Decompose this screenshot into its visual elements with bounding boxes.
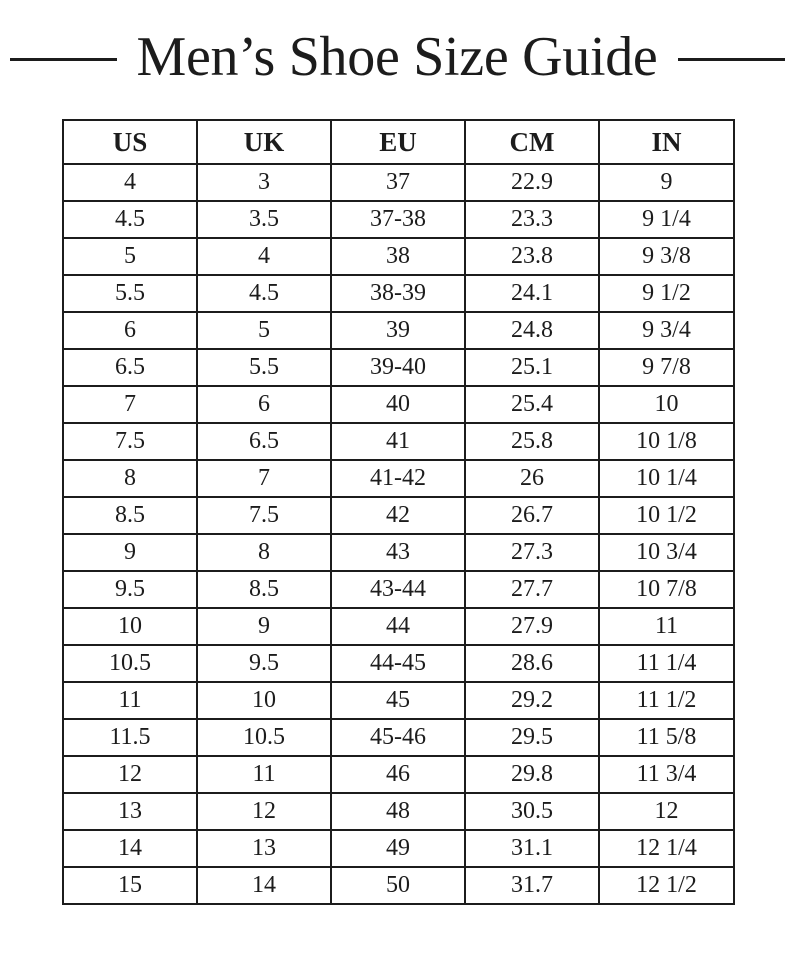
cell-in: 11 3/4 [599, 756, 734, 793]
table-row [63, 238, 734, 275]
cell-eu: 37 [331, 164, 465, 201]
table-row [63, 645, 734, 682]
cell-eu: 39-40 [331, 349, 465, 386]
column-header-uk: UK [197, 120, 331, 164]
cell-eu: 42 [331, 497, 465, 534]
table-row [63, 423, 734, 460]
cell-us: 13 [63, 793, 197, 830]
cell-in: 11 1/4 [599, 645, 734, 682]
cell-in: 9 1/2 [599, 275, 734, 312]
table-row [63, 867, 734, 904]
cell-in: 11 [599, 608, 734, 645]
title-divider-right [678, 58, 785, 61]
cell-cm: 22.9 [465, 164, 599, 201]
cell-us: 14 [63, 830, 197, 867]
cell-cm: 29.8 [465, 756, 599, 793]
table-row [63, 682, 734, 719]
cell-us: 11.5 [63, 719, 197, 756]
cell-eu: 41 [331, 423, 465, 460]
cell-eu: 40 [331, 386, 465, 423]
cell-in: 9 1/4 [599, 201, 734, 238]
cell-eu: 37-38 [331, 201, 465, 238]
cell-cm: 25.1 [465, 349, 599, 386]
cell-us: 5.5 [63, 275, 197, 312]
cell-uk: 10 [197, 682, 331, 719]
cell-uk: 9 [197, 608, 331, 645]
cell-in: 10 1/2 [599, 497, 734, 534]
cell-in: 11 5/8 [599, 719, 734, 756]
cell-in: 9 3/8 [599, 238, 734, 275]
cell-cm: 27.7 [465, 571, 599, 608]
cell-cm: 29.2 [465, 682, 599, 719]
cell-uk: 4 [197, 238, 331, 275]
cell-us: 15 [63, 867, 197, 904]
cell-eu: 48 [331, 793, 465, 830]
cell-us: 11 [63, 682, 197, 719]
cell-us: 10 [63, 608, 197, 645]
cell-cm: 28.6 [465, 645, 599, 682]
cell-uk: 12 [197, 793, 331, 830]
cell-cm: 25.4 [465, 386, 599, 423]
cell-uk: 13 [197, 830, 331, 867]
page-title: Men’s Shoe Size Guide [136, 26, 658, 88]
cell-us: 5 [63, 238, 197, 275]
cell-us: 6 [63, 312, 197, 349]
cell-cm: 31.1 [465, 830, 599, 867]
cell-in: 12 [599, 793, 734, 830]
cell-uk: 5.5 [197, 349, 331, 386]
cell-us: 4.5 [63, 201, 197, 238]
shoe-size-table [62, 119, 735, 905]
cell-eu: 46 [331, 756, 465, 793]
cell-uk: 3.5 [197, 201, 331, 238]
cell-cm: 26.7 [465, 497, 599, 534]
cell-uk: 9.5 [197, 645, 331, 682]
cell-eu: 45-46 [331, 719, 465, 756]
cell-uk: 7.5 [197, 497, 331, 534]
cell-uk: 7 [197, 460, 331, 497]
cell-in: 10 [599, 386, 734, 423]
column-header-in: IN [599, 120, 734, 164]
table-row [63, 830, 734, 867]
cell-us: 8.5 [63, 497, 197, 534]
cell-in: 10 1/4 [599, 460, 734, 497]
table-row [63, 312, 734, 349]
cell-uk: 3 [197, 164, 331, 201]
cell-uk: 6.5 [197, 423, 331, 460]
cell-eu: 43-44 [331, 571, 465, 608]
column-header-eu: EU [331, 120, 465, 164]
table-row [63, 719, 734, 756]
cell-in: 9 3/4 [599, 312, 734, 349]
cell-eu: 38-39 [331, 275, 465, 312]
cell-in: 9 7/8 [599, 349, 734, 386]
cell-us: 8 [63, 460, 197, 497]
cell-uk: 8.5 [197, 571, 331, 608]
cell-uk: 5 [197, 312, 331, 349]
cell-in: 10 7/8 [599, 571, 734, 608]
cell-eu: 44-45 [331, 645, 465, 682]
cell-eu: 50 [331, 867, 465, 904]
cell-us: 12 [63, 756, 197, 793]
cell-uk: 6 [197, 386, 331, 423]
cell-cm: 27.9 [465, 608, 599, 645]
cell-eu: 44 [331, 608, 465, 645]
cell-uk: 4.5 [197, 275, 331, 312]
column-header-cm: CM [465, 120, 599, 164]
table-row [63, 793, 734, 830]
cell-us: 9 [63, 534, 197, 571]
table-row [63, 534, 734, 571]
cell-cm: 27.3 [465, 534, 599, 571]
table-row [63, 497, 734, 534]
cell-cm: 29.5 [465, 719, 599, 756]
cell-eu: 39 [331, 312, 465, 349]
cell-cm: 25.8 [465, 423, 599, 460]
cell-eu: 38 [331, 238, 465, 275]
cell-cm: 23.3 [465, 201, 599, 238]
title-bar [0, 0, 794, 118]
cell-cm: 24.1 [465, 275, 599, 312]
cell-uk: 11 [197, 756, 331, 793]
table-body [63, 164, 734, 904]
cell-uk: 8 [197, 534, 331, 571]
cell-eu: 45 [331, 682, 465, 719]
cell-eu: 43 [331, 534, 465, 571]
cell-eu: 41-42 [331, 460, 465, 497]
cell-uk: 14 [197, 867, 331, 904]
cell-in: 9 [599, 164, 734, 201]
cell-eu: 49 [331, 830, 465, 867]
table-header [63, 120, 734, 164]
cell-cm: 31.7 [465, 867, 599, 904]
table-row [63, 571, 734, 608]
cell-cm: 26 [465, 460, 599, 497]
table-row [63, 386, 734, 423]
table-row [63, 608, 734, 645]
cell-us: 4 [63, 164, 197, 201]
table-row [63, 275, 734, 312]
header-row [63, 120, 734, 164]
cell-us: 6.5 [63, 349, 197, 386]
cell-us: 7.5 [63, 423, 197, 460]
table-row [63, 201, 734, 238]
cell-uk: 10.5 [197, 719, 331, 756]
cell-cm: 23.8 [465, 238, 599, 275]
cell-in: 12 1/2 [599, 867, 734, 904]
cell-in: 12 1/4 [599, 830, 734, 867]
cell-in: 10 3/4 [599, 534, 734, 571]
cell-us: 7 [63, 386, 197, 423]
table-row [63, 460, 734, 497]
cell-in: 11 1/2 [599, 682, 734, 719]
cell-us: 9.5 [63, 571, 197, 608]
cell-cm: 30.5 [465, 793, 599, 830]
cell-us: 10.5 [63, 645, 197, 682]
table-row [63, 349, 734, 386]
cell-in: 10 1/8 [599, 423, 734, 460]
column-header-us: US [63, 120, 197, 164]
cell-cm: 24.8 [465, 312, 599, 349]
table-row [63, 756, 734, 793]
table-row [63, 164, 734, 201]
